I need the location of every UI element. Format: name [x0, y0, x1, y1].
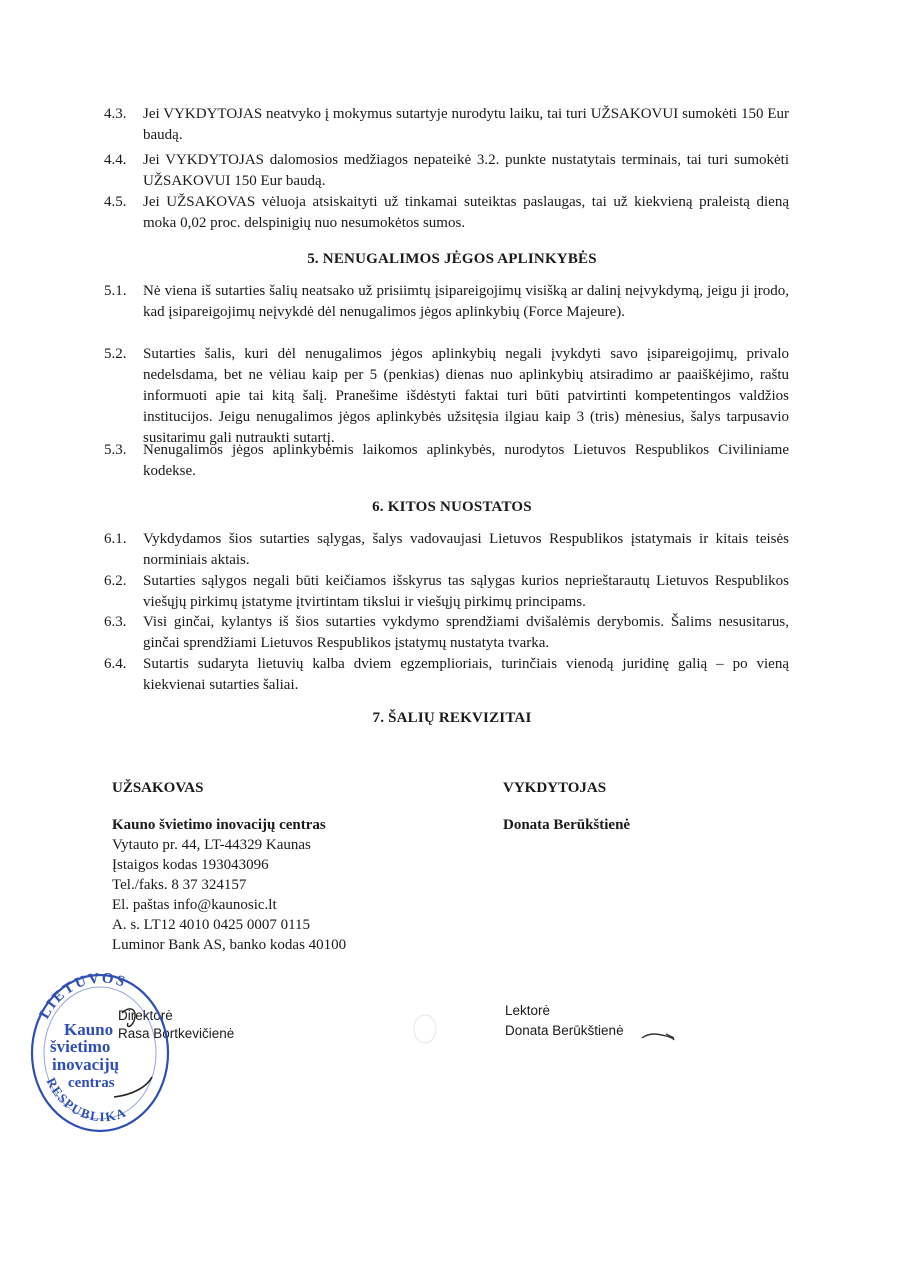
- clause-text: Nė viena iš sutarties šalių neatsako už prisiimtų įsipareigojimų visišką ar dalinį neįvykdymą, jeigu ji įrodo, kad įsipareigojimų neįvykdė dėl nenugalimos jėgos aplinkybių (Force Majeure).: [143, 283, 789, 320]
- customer-details: [112, 815, 346, 955]
- clause-text: Vykdydamos šios sutarties sąlygas, šalys vadovaujasi Lietuvos Respublikos įstatymais ir kitais teisės norminiais aktais.: [143, 531, 789, 568]
- customer-code: Įstaigos kodas 193043096: [112, 857, 269, 873]
- official-stamp: [22, 965, 172, 1135]
- clause-text: Nenugalimos jėgos aplinkybėmis laikomos aplinkybės, nurodytos Lietuvos Respublikos Civiliniame kodekse.: [143, 442, 789, 479]
- contractor-signature-scribble: [640, 1024, 676, 1046]
- customer-role-label: UŽSAKOVAS: [112, 780, 204, 796]
- clause-number: 6.1.: [104, 531, 127, 547]
- customer-signature-title: Direktorė: [118, 1008, 173, 1023]
- clause-number: 6.2.: [104, 573, 127, 589]
- contractor-signature-title: Lektorė: [505, 1003, 551, 1018]
- clause-number: 6.3.: [104, 614, 127, 630]
- clause-number: 5.1.: [104, 283, 127, 299]
- customer-bank: Luminor Bank AS, banko kodas 40100: [112, 937, 347, 953]
- contractor-details: [503, 815, 630, 835]
- customer-address: Vytauto pr. 44, LT-44329 Kaunas: [112, 837, 311, 853]
- stamp-line-2: švietimo: [50, 1037, 111, 1056]
- clause-text: Jei VYKDYTOJAS dalomosios medžiagos nepateikė 3.2. punkte nustatytais terminais, tai turi sumokėti UŽSAKOVUI 150 Eur baudą.: [143, 152, 789, 189]
- stamp-top-arc: LIETUVOS: [36, 970, 129, 1022]
- stamp-line-1: Kauno: [64, 1020, 114, 1039]
- contractor-signature-name: Donata Berūkštienė: [505, 1023, 624, 1038]
- clause-text: Sutarties sąlygos negali būti keičiamos išskyrus tas sąlygas kurios neprieštarautų Lietuvos Respublikos viešųjų pirkimų įstatyme įtvirtintam tikslui ir viešųjų pirkimų principams.: [143, 573, 789, 610]
- customer-name: Kauno švietimo inovacijų centras: [112, 817, 326, 833]
- section-6-title: 6. KITOS NUOSTATOS: [372, 499, 532, 515]
- clause-text: Visi ginčai, kylantys iš šios sutarties vykdymo sprendžiami dvišalėmis derybomis. Šalims nesusitarus, ginčai sprendžiami Lietuvos Respublikos įstatymų nustatyta tvarka.: [143, 614, 789, 651]
- clause-text: Sutarties šalis, kuri dėl nenugalimos jėgos aplinkybių negali įvykdyti savo įsipareigojimų, privalo nedelsdama, bet ne vėliau kaip per 5 (penkias) dienas nuo aplinkybių atsiradimo ar paaiškėjimo, raštu informuoti apie tai kitą šalį. Pranešime išdėstyti faktai turi būti patvirtinti kompetentingos valdžios institucijos. Jeigu nenugalimos jėgos aplinkybės užsitęsia ilgiau kaip 3 (tris) mėnesius, šalys tarpusavio susitarimu gali nutraukti sutartį.: [143, 346, 789, 446]
- clause-number: 4.3.: [104, 106, 127, 122]
- stamp-line-4: centras: [68, 1075, 115, 1091]
- customer-role: [112, 778, 203, 798]
- stamp-bottom-arc: RESPUBLIKA: [43, 1075, 129, 1125]
- section-5-title: 5. NENUGALIMOS JĖGOS APLINKYBĖS: [307, 251, 597, 267]
- director-signature-stroke: [114, 1077, 152, 1097]
- customer-phone: Tel./faks. 8 37 324157: [112, 877, 247, 893]
- contractor-role-label: VYKDYTOJAS: [503, 780, 607, 796]
- customer-signature-name: Rasa Bortkevičienė: [118, 1026, 235, 1041]
- director-signature-loop: [122, 1009, 135, 1027]
- clause-text: Sutartis sudaryta lietuvių kalba dviem egzemplioriais, turinčiais vienodą juridinę galią – po vieną kiekvienai sutarties šaliai.: [143, 656, 789, 693]
- clause-number: 5.2.: [104, 346, 127, 362]
- faint-mark: [410, 1012, 440, 1046]
- clause-text: Jei UŽSAKOVAS vėluoja atsiskaityti už tinkamai suteiktas paslaugas, tai už kiekvieną praleistą dieną moka 0,02 proc. delspinigių nuo nesumokėtos sumos.: [143, 194, 789, 231]
- clause-number: 4.4.: [104, 152, 127, 168]
- customer-email: El. paštas info@kaunosic.lt: [112, 897, 277, 913]
- clause-number: 4.5.: [104, 194, 127, 210]
- customer-account: A. s. LT12 4010 0425 0007 0115: [112, 917, 311, 933]
- clause-number: 6.4.: [104, 656, 127, 672]
- section-7-title: 7. ŠALIŲ REKVIZITAI: [372, 710, 532, 726]
- contractor-role: [503, 778, 606, 798]
- clause-number: 5.3.: [104, 442, 127, 458]
- clause-text: Jei VYKDYTOJAS neatvyko į mokymus sutartyje nurodytu laiku, tai turi UŽSAKOVUI sumokėti 150 Eur baudą.: [143, 106, 789, 143]
- stamp-line-3: inovacijų: [52, 1055, 120, 1074]
- contractor-name: Donata Berūkštienė: [503, 817, 631, 833]
